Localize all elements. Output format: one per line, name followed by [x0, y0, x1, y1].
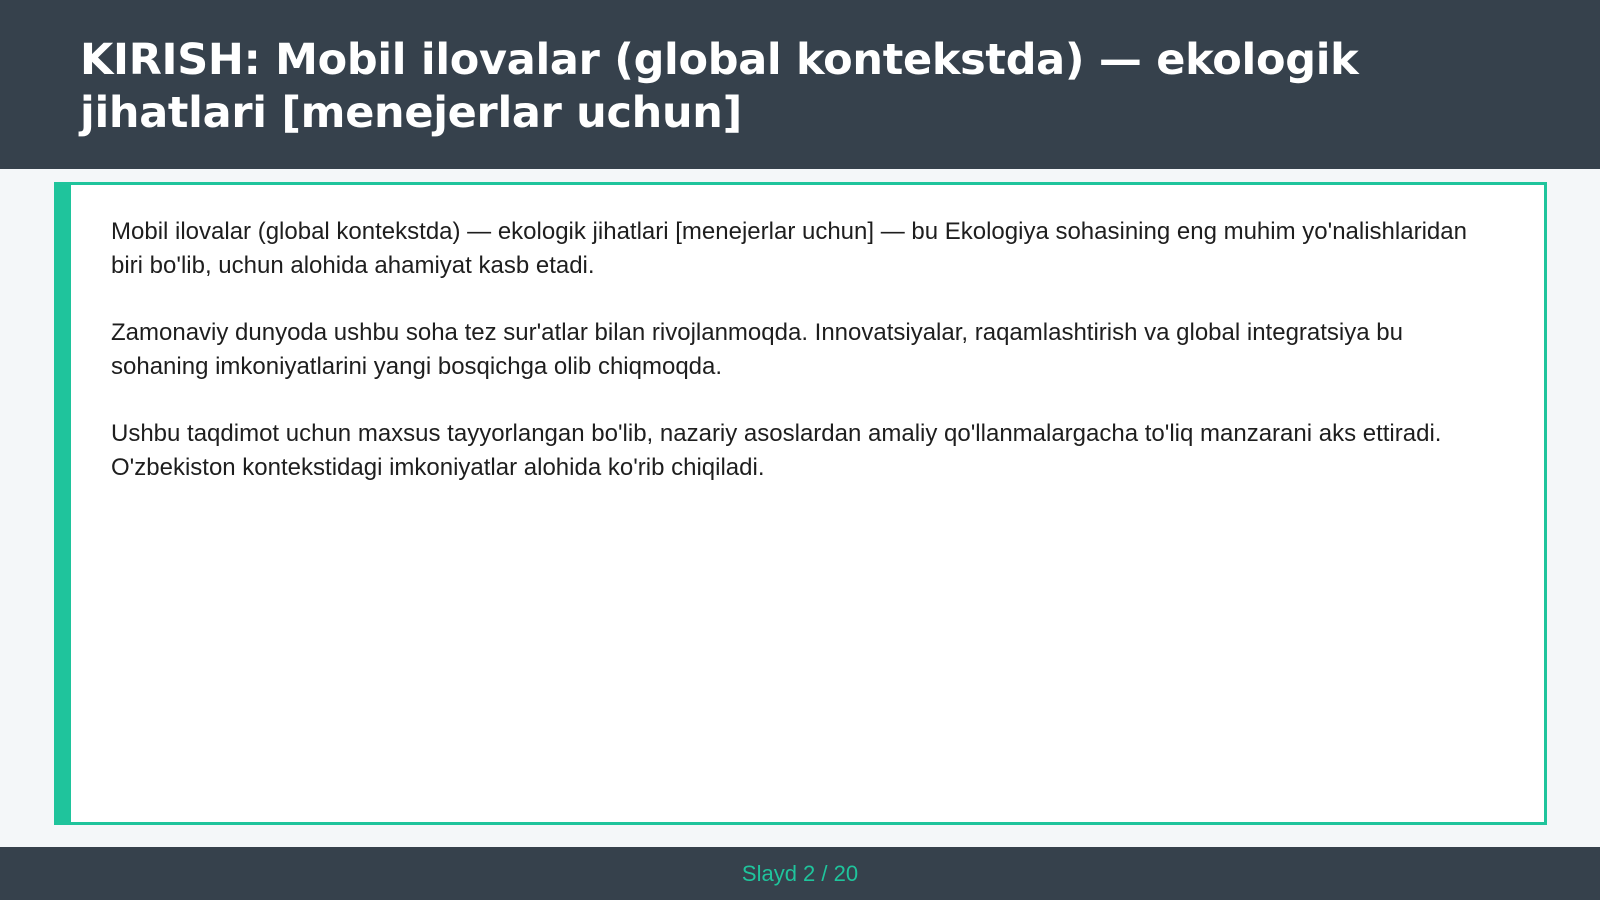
content-card [54, 182, 1547, 825]
intro-paragraph-2: Zamonaviy dunyoda ushbu soha tez sur'atlar bilan rivojlanmoqda. Innovatsiyalar, raqamlashtirish va global integratsiya bu sohaning imkoniyatlarini yangi bosqichga olib chiqmoqda. [111, 319, 1403, 380]
slide-footer [0, 847, 1600, 900]
slide-header [0, 0, 1600, 169]
slide-counter: Slayd 2 / 20 [741, 860, 859, 886]
slide-title: KIRISH: Mobil ilovalar (global kontekstda) — ekologik jihatlari [menejerlar uchun] [80, 35, 1359, 138]
intro-paragraph-1: Mobil ilovalar (global kontekstda) — ekologik jihatlari [menejerlar uchun] — bu Ekologiya sohasining eng muhim yo'nalishlaridan biri bo'lib, uchun alohida ahamiyat kasb etadi. [111, 218, 1467, 279]
intro-paragraph-3: Ushbu taqdimot uchun maxsus tayyorlangan bo'lib, nazariy asoslardan amaliy qo'llanmalargacha to'liq manzarani aks ettiradi. O'zbekiston kontekstidagi imkoniyatlar alohida ko'rib chiqiladi. [111, 420, 1442, 481]
